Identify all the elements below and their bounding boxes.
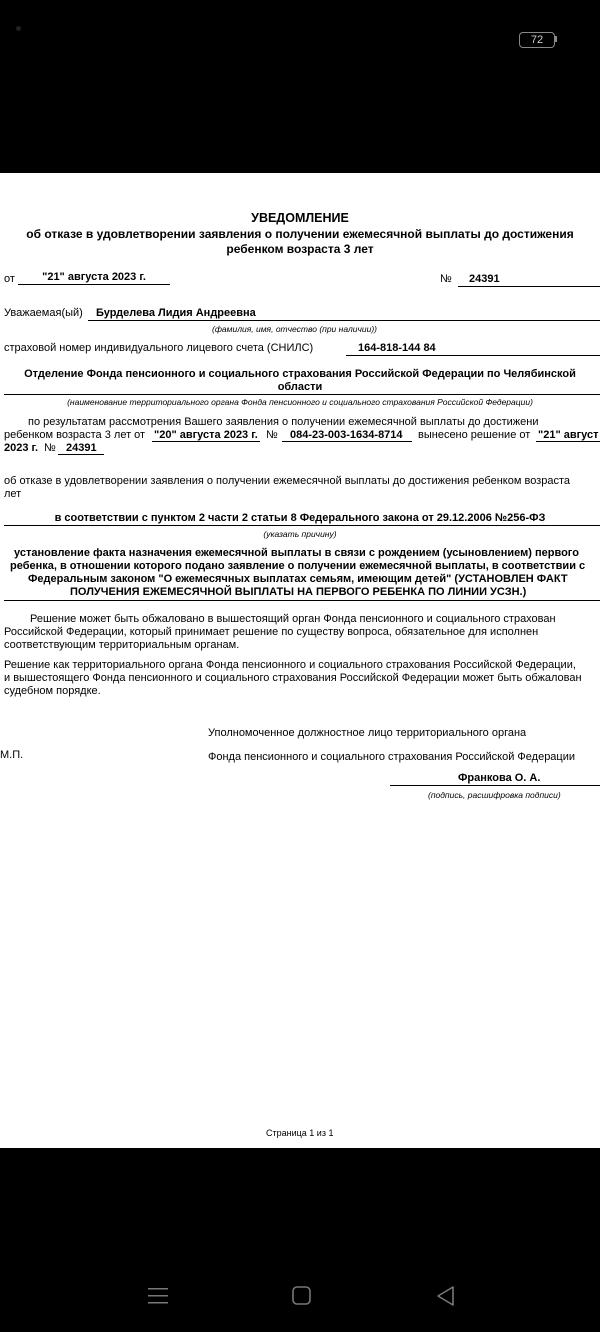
application-date: "20" августа 2023 г. [154,429,258,441]
court-appeal-line3: судебном порядке. [4,685,101,697]
reason-caption: (указать причину) [263,529,337,539]
reason-line1: установление факта назначения ежемесячной выплаты в связи с рождением (усыновлением) первого [14,547,579,559]
doc-subtitle-line1: об отказе в удовлетворении заявления о получении ежемесячной выплаты до достижения [26,227,574,241]
decision-text-line2: лет [4,488,22,500]
application-regnum: 084-23-003-1634-8714 [290,429,403,441]
notice-number: 24391 [469,273,500,285]
appeal-line2: Российской Федерации, который принимает решение по существу вопроса, обязательное для исполнен [4,626,539,638]
doc-title: УВЕДОМЛЕНИЕ [251,211,349,225]
law-reference: в соответствии с пунктом 2 части 2 статьи 8 Федерального закона от 29.12.2006 №256-ФЗ [54,512,546,524]
decision-year: 2023 г. [4,442,39,454]
number-underline [458,286,600,287]
court-appeal-line2: и вышестоящего Фонда пенсионного и социального страхования Российской Федерации может быть обжалован [4,672,582,684]
appeal-line1: Решение может быть обжаловано в вышестоящий орган Фонда пенсионного и социального страхован [30,613,556,625]
snils-label: страховой номер индивидуального лицевого счета (СНИЛС) [4,342,314,354]
decision-number-label: № [44,442,56,454]
signer-name: Франкова О. А. [458,772,541,784]
reason-line3: Федеральным законом "О ежемесячных выплатах семьям, имеющим детей" (УСТАНОВЛЕН ФАКТ [28,573,568,585]
battery-indicator: 72 [519,32,555,48]
from-date: "21" августа 2023 г. [42,271,146,283]
result-paragraph-line2-start: ребенком возраста 3 лет от [4,429,146,441]
appeal-line3: соответствующим территориальным органам. [4,639,240,651]
org-name-line1: Отделение Фонда пенсионного и социального страхования Российской Федерации по Челябинской [24,368,576,380]
signature-caption: (подпись, расшифровка подписи) [428,790,561,800]
regnum-label: № [266,429,278,441]
decision-number: 24391 [66,442,97,454]
official-line1: Уполномоченное должностное лицо территориального органа [208,727,527,739]
org-underline [4,394,600,395]
reason-line4: ПОЛУЧЕНИЯ ЕЖЕМЕСЯЧНОЙ ВЫПЛАТЫ НА ПЕРВОГО РЕБЕНКА ПО ЛИНИИ УСЗН.) [70,586,527,598]
snils-underline [346,355,600,356]
addressee-label: Уважаемая(ый) [4,307,83,319]
official-line2: Фонда пенсионного и социального страхования Российской Федерации [208,751,576,763]
doc-subtitle-line2: ребенком возраста 3 лет [226,242,374,256]
number-label: № [440,273,452,285]
back-triangle-icon [434,1284,458,1308]
home-nav-button[interactable] [290,1284,314,1308]
addressee-name: Бурделева Лидия Андреевна [96,307,256,319]
addressee-caption: (фамилия, имя, отчество (при наличии)) [212,324,377,334]
decision-date: "21" август [538,429,599,441]
snils-number: 164-818-144 84 [358,342,436,354]
court-appeal-line1: Решение как территориального органа Фонда пенсионного и социального страхования Российской Федерации, [4,659,576,671]
org-name-line2: области [277,381,323,393]
battery-tip [555,36,557,42]
from-label: от [4,273,15,285]
addressee-underline [88,320,600,321]
reason-underline [4,600,600,601]
stamp-place: М.П. [0,749,24,761]
signature-underline [390,785,600,786]
org-caption: (наименование территориального органа Фонда пенсионного и социального страхования Российской Федерации) [67,397,533,407]
decision-from-label: вынесено решение от [418,429,531,441]
back-nav-button[interactable] [434,1284,458,1308]
camera-dot [16,26,21,31]
from-date-underline [18,284,170,285]
reason-line2: ребенка, в отношении которого подано заявление о получении ежемесячной выплаты, в соответствии с [10,560,586,572]
menu-icon [146,1284,170,1308]
document-page [0,173,600,1148]
decision-text-line1: об отказе в удовлетворении заявления о получении ежемесячной выплаты до достижения ребенком возраста [4,475,570,487]
result-paragraph-line1: по результатам рассмотрения Вашего заявления о получении ежемесячной выплаты до достижени [28,416,539,428]
page-footer: Страница 1 из 1 [266,1128,334,1138]
law-underline [4,525,600,526]
menu-nav-button[interactable] [146,1284,170,1308]
home-square-icon [290,1284,314,1308]
